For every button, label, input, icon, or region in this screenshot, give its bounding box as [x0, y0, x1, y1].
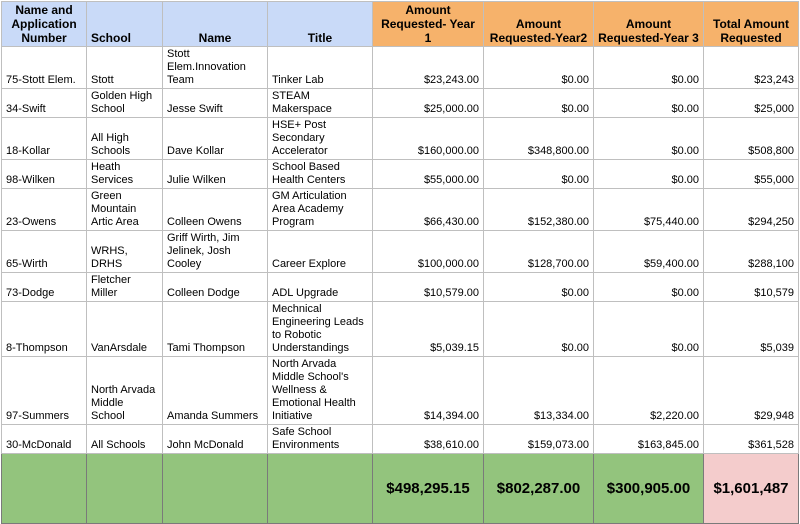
cell-year1[interactable]: $23,243.00 — [373, 47, 484, 89]
cell-school[interactable]: Stott — [87, 47, 163, 89]
grand-total[interactable]: $1,601,487 — [704, 454, 799, 524]
cell-total[interactable]: $10,579 — [704, 273, 799, 302]
table-row — [2, 425, 799, 454]
cell-name[interactable]: John McDonald — [163, 425, 268, 454]
total-year3[interactable]: $300,905.00 — [594, 454, 704, 524]
cell-year1[interactable]: $66,430.00 — [373, 189, 484, 231]
table-row — [2, 160, 799, 189]
header-year2[interactable]: Amount Requested-Year2 — [484, 2, 594, 47]
cell-name[interactable]: Tami Thompson — [163, 302, 268, 357]
cell-year2[interactable]: $0.00 — [484, 160, 594, 189]
cell-school[interactable]: WRHS, DRHS — [87, 231, 163, 273]
cell-total[interactable]: $29,948 — [704, 357, 799, 425]
cell-year1[interactable]: $10,579.00 — [373, 273, 484, 302]
table-row — [2, 231, 799, 273]
cell-year1[interactable]: $55,000.00 — [373, 160, 484, 189]
header-name-number[interactable]: Name and Application Number — [2, 2, 87, 47]
header-name[interactable]: Name — [163, 2, 268, 47]
cell-app[interactable]: 98-Wilken — [2, 160, 87, 189]
cell-school[interactable]: VanArsdale — [87, 302, 163, 357]
header-title[interactable]: Title — [268, 2, 373, 47]
cell-name[interactable]: Stott Elem.Innovation Team — [163, 47, 268, 89]
cell-year3[interactable]: $59,400.00 — [594, 231, 704, 273]
cell-app[interactable]: 23-Owens — [2, 189, 87, 231]
cell-year1[interactable]: $5,039.15 — [373, 302, 484, 357]
cell-app[interactable]: 8-Thompson — [2, 302, 87, 357]
cell-year3[interactable]: $75,440.00 — [594, 189, 704, 231]
cell-year1[interactable]: $160,000.00 — [373, 118, 484, 160]
cell-app[interactable]: 30-McDonald — [2, 425, 87, 454]
cell-app[interactable]: 34-Swift — [2, 89, 87, 118]
cell-title[interactable]: STEAM Makerspace — [268, 89, 373, 118]
cell-year2[interactable]: $0.00 — [484, 302, 594, 357]
cell-school[interactable]: All Schools — [87, 425, 163, 454]
cell-year2[interactable]: $0.00 — [484, 273, 594, 302]
cell-year2[interactable]: $159,073.00 — [484, 425, 594, 454]
cell-year3[interactable]: $0.00 — [594, 118, 704, 160]
header-row — [2, 2, 799, 47]
cell-app[interactable]: 18-Kollar — [2, 118, 87, 160]
grant-requests-table — [1, 1, 799, 524]
cell-app[interactable]: 75-Stott Elem. — [2, 47, 87, 89]
cell-year1[interactable]: $25,000.00 — [373, 89, 484, 118]
table-row — [2, 189, 799, 231]
cell-year3[interactable]: $163,845.00 — [594, 425, 704, 454]
cell-school[interactable]: Green Mountain Artic Area — [87, 189, 163, 231]
cell-total[interactable]: $361,528 — [704, 425, 799, 454]
cell-school[interactable]: All High Schools — [87, 118, 163, 160]
totals-empty-cell[interactable] — [2, 454, 87, 524]
cell-year2[interactable]: $13,334.00 — [484, 357, 594, 425]
cell-year3[interactable]: $0.00 — [594, 47, 704, 89]
table-row — [2, 118, 799, 160]
cell-year2[interactable]: $348,800.00 — [484, 118, 594, 160]
cell-title[interactable]: ADL Upgrade — [268, 273, 373, 302]
cell-total[interactable]: $288,100 — [704, 231, 799, 273]
header-year1[interactable]: Amount Requested- Year 1 — [373, 2, 484, 47]
header-total[interactable]: Total Amount Requested — [704, 2, 799, 47]
cell-name[interactable]: Amanda Summers — [163, 357, 268, 425]
cell-app[interactable]: 73-Dodge — [2, 273, 87, 302]
table-row — [2, 273, 799, 302]
table-row — [2, 89, 799, 118]
totals-row — [2, 454, 799, 524]
cell-title[interactable]: Mechnical Engineering Leads to Robotic Understandings — [268, 302, 373, 357]
cell-title[interactable]: Tinker Lab — [268, 47, 373, 89]
cell-school[interactable]: Fletcher Miller — [87, 273, 163, 302]
header-school[interactable]: School — [87, 2, 163, 47]
totals-empty-cell[interactable] — [268, 454, 373, 524]
cell-year3[interactable]: $2,220.00 — [594, 357, 704, 425]
cell-year2[interactable]: $152,380.00 — [484, 189, 594, 231]
cell-year2[interactable]: $0.00 — [484, 47, 594, 89]
cell-total[interactable]: $25,000 — [704, 89, 799, 118]
cell-total[interactable]: $55,000 — [704, 160, 799, 189]
cell-school[interactable]: North Arvada Middle School — [87, 357, 163, 425]
cell-year1[interactable]: $38,610.00 — [373, 425, 484, 454]
table-row — [2, 47, 799, 89]
cell-school[interactable]: Golden High School — [87, 89, 163, 118]
cell-year2[interactable]: $128,700.00 — [484, 231, 594, 273]
cell-name[interactable]: Julie Wilken — [163, 160, 268, 189]
cell-title[interactable]: HSE+ Post Secondary Accelerator — [268, 118, 373, 160]
cell-total[interactable]: $508,800 — [704, 118, 799, 160]
cell-app[interactable]: 97-Summers — [2, 357, 87, 425]
cell-year3[interactable]: $0.00 — [594, 302, 704, 357]
cell-year3[interactable]: $0.00 — [594, 160, 704, 189]
cell-title[interactable]: GM Articulation Area Academy Program — [268, 189, 373, 231]
table-row — [2, 357, 799, 425]
cell-name[interactable]: Dave Kollar — [163, 118, 268, 160]
total-year1[interactable]: $498,295.15 — [373, 454, 484, 524]
cell-title[interactable]: School Based Health Centers — [268, 160, 373, 189]
cell-app[interactable]: 65-Wirth — [2, 231, 87, 273]
cell-total[interactable]: $294,250 — [704, 189, 799, 231]
cell-name[interactable]: Colleen Owens — [163, 189, 268, 231]
cell-school[interactable]: Heath Services — [87, 160, 163, 189]
cell-title[interactable]: Safe School Environments — [268, 425, 373, 454]
cell-name[interactable]: Colleen Dodge — [163, 273, 268, 302]
cell-year2[interactable]: $0.00 — [484, 89, 594, 118]
table-row — [2, 302, 799, 357]
cell-title[interactable]: Career Explore — [268, 231, 373, 273]
cell-year3[interactable]: $0.00 — [594, 89, 704, 118]
totals-empty-cell[interactable] — [87, 454, 163, 524]
cell-year1[interactable]: $14,394.00 — [373, 357, 484, 425]
cell-title[interactable]: North Arvada Middle School's Wellness & Emotional Health Initiative — [268, 357, 373, 425]
totals-empty-cell[interactable] — [163, 454, 268, 524]
cell-total[interactable]: $23,243 — [704, 47, 799, 89]
header-year3[interactable]: Amount Requested-Year 3 — [594, 2, 704, 47]
cell-total[interactable]: $5,039 — [704, 302, 799, 357]
cell-year1[interactable]: $100,000.00 — [373, 231, 484, 273]
total-year2[interactable]: $802,287.00 — [484, 454, 594, 524]
cell-name[interactable]: Griff Wirth, Jim Jelinek, Josh Cooley — [163, 231, 268, 273]
cell-year3[interactable]: $0.00 — [594, 273, 704, 302]
cell-name[interactable]: Jesse Swift — [163, 89, 268, 118]
